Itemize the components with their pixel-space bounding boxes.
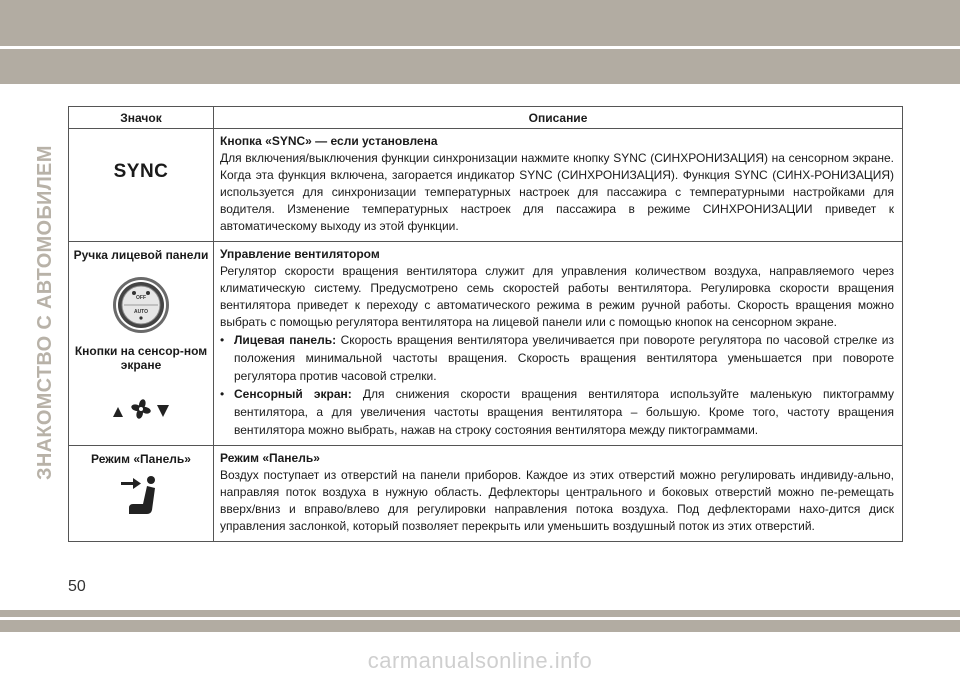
fan-icon	[131, 399, 152, 420]
fan-icon-cell	[69, 242, 214, 446]
sync-description	[214, 129, 903, 242]
fan-down-icon	[113, 407, 123, 417]
sync-title: Кнопка «SYNC» — если установлена	[220, 134, 438, 148]
header-stripe	[0, 46, 960, 49]
sync-button-icon: SYNC	[113, 161, 169, 182]
fan-up-icon	[157, 405, 169, 417]
side-title-text: ЗНАКОМСТВО С АВТОМОБИЛЕМ	[34, 145, 56, 480]
panel-mode-icon	[117, 474, 165, 526]
controls-table	[68, 106, 903, 542]
knob-caption: Ручка лицевой панели	[73, 248, 209, 262]
sync-body: Для включения/выключения функции синхронизации нажмите кнопку SYNC (СИНХРОНИЗАЦИЯ) на сенсорном экране. Когда эта функция включена, загорается индикатор SYNC (СИНХРОНИЗАЦИЯ). Функция SYNC (СИНХ-РОНИЗАЦИЯ) используется для синхронизации температурных настроек для пассажира с температурными настройками для водителя. Изменение температурных настроек для пассажира в режиме СИНХРОНИЗАЦИИ приведет к автоматическому выходу из этой функции.	[220, 151, 894, 233]
panel-icon-cell	[69, 446, 214, 542]
knob-off-label: OFF	[136, 295, 146, 301]
footer-stripe	[0, 617, 960, 620]
bullet-item: • Лицевая панель: Скорость вращения вентилятора увеличивается при повороте регулятора по часовой стрелке из положения минимальной частоты вращения. Скорость вращения вентилятора уменьшается при повороте регулятора против часовой стрелки.	[220, 331, 894, 385]
table-row-sync	[69, 129, 903, 242]
fan-speed-buttons-icon	[111, 398, 171, 420]
fan-knob-icon	[112, 276, 170, 334]
page-number: 50	[68, 578, 86, 595]
fan-bullets	[220, 331, 894, 439]
header-band	[0, 0, 960, 84]
footer-band	[0, 610, 960, 632]
knob-auto-label: AUTO	[133, 309, 149, 315]
panel-title: Режим «Панель»	[220, 451, 320, 465]
panel-mode-caption: Режим «Панель»	[91, 452, 191, 466]
watermark: carmanualsonline.info	[367, 648, 593, 673]
fan-title: Управление вентилятором	[220, 247, 380, 261]
fan-body: Регулятор скорости вращения вентилятора служит для управления количеством воздуха, направляемого через климатическую систему. Предусмотрено семь скоростей работы вентилятора. Регулировка скорости вращения вентилятора приведет к переходу с автоматического режима в режим ручной работы. Скорость вращения можно выбрать с помощью регулятора вентилятора на лицевой панели или с помощью кнопок на сенсорном экране.	[220, 264, 894, 329]
bullet-item: • Сенсорный экран: Для снижения скорости вращения вентилятора используйте маленькую пиктограмму вентилятора, а для увеличения частоты вращения вентилятора – большую. Кроме того, частоту вращения вентилятора можно выбрать, нажав на строку состояния вентилятора между пиктограммами.	[220, 385, 894, 439]
fan-description	[214, 242, 903, 446]
header-description: Описание	[214, 107, 903, 129]
panel-body: Воздух поступает из отверстий на панели приборов. Каждое из этих отверстий можно регулировать индивиду-ально, направляя поток воздуха в нужную область. Дефлекторы центрального и боковых отверстий можно пе-ремещать вверх/вниз и вправо/влево для регулировки направления потока воздуха. Под дефлекторами нахо-дится диск управления заслонкой, который позволяет перекрыть или уменьшить воздушный поток из этих отверстий.	[220, 468, 894, 533]
header-icon: Значок	[69, 107, 214, 129]
table-row-fan	[69, 242, 903, 446]
table-header-row	[69, 107, 903, 129]
touchscreen-caption: Кнопки на сенсор-ном экране	[74, 344, 208, 372]
table-row-panel	[69, 446, 903, 542]
sync-icon-cell	[69, 129, 214, 242]
panel-description	[214, 446, 903, 542]
